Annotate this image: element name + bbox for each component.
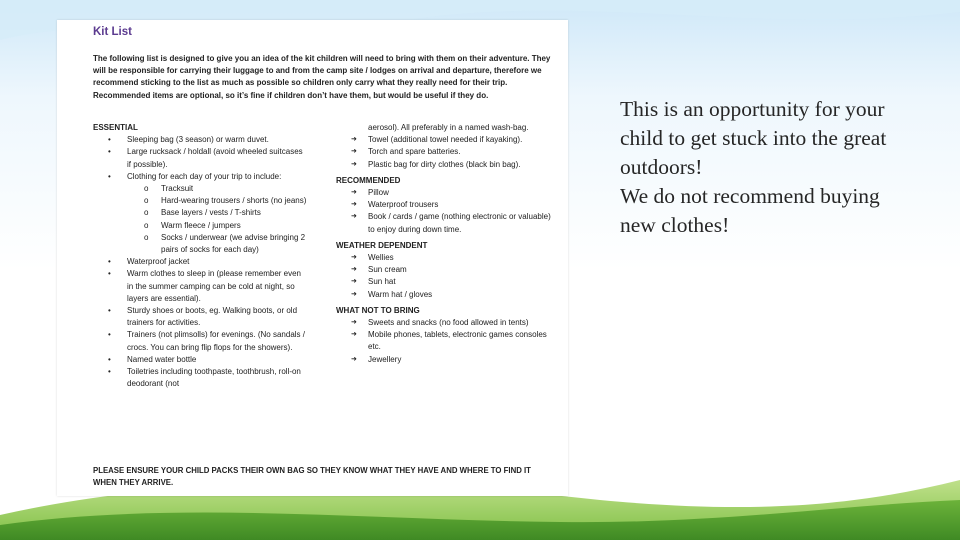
list-item: o Tracksuit [93,183,307,195]
list-item: ➜ Warm hat / gloves [336,289,552,301]
list-item: o Base layers / vests / T-shirts [93,207,307,219]
footer-note: PLEASE ENSURE YOUR CHILD PACKS THEIR OWN BAG SO THEY KNOW WHAT THEY HAVE AND WHERE TO FIND IT WHEN THEY ARRIVE. [93,466,531,487]
bullet-icon: • [108,257,111,267]
list-item: • Sleeping bag (3 season) or warm duvet. [93,134,307,146]
list-item: o Hard-wearing trousers / shorts (no jeans) [93,195,307,207]
weather-heading: WEATHER DEPENDENT [336,240,428,250]
list-item: • Large rucksack / holdall (avoid wheeled suitcases if possible). [108,147,303,169]
list-item: ➜ Sun hat [336,276,552,288]
arrow-bullet-icon: ➜ [351,189,357,197]
arrow-bullet-icon: ➜ [351,148,357,156]
arrow-bullet-icon: ➜ [351,319,357,327]
right-column [336,122,552,366]
arrow-bullet-icon: ➜ [351,355,357,363]
side-message-line: This is an opportunity for your child to get stuck into the great outdoors! [620,97,887,179]
kit-list-document [57,20,568,496]
bullet-icon: • [108,269,111,279]
weather-list [336,252,552,301]
bullet-icon: • [108,367,111,377]
list-item: ➜ Towel (additional towel needed if kayaking). [336,134,552,146]
sub-bullet-icon: o [144,196,149,206]
essential-continuation: aerosol). All preferably in a named wash-bag. [368,123,529,132]
side-message-line: We do not recommend buying new clothes! [620,184,880,237]
list-item: o Warm fleece / jumpers [93,220,307,232]
side-message [620,95,920,240]
bullet-icon: • [108,135,111,145]
list-item: ➜ Torch and spare batteries. [336,146,552,158]
list-item: • Waterproof jacket [93,256,307,268]
list-item: ➜ Plastic bag for dirty clothes (black bin bag). [336,159,552,171]
list-item: ➜ Mobile phones, tablets, electronic games consoles etc. [351,330,547,352]
not-bring-list [336,317,552,366]
arrow-bullet-icon: ➜ [351,160,357,168]
left-column [93,122,307,390]
list-item: ➜ Sweets and snacks (no food allowed in tents) [336,317,552,329]
recommended-heading: RECOMMENDED [336,175,401,185]
bullet-icon: • [108,147,111,157]
document-title: Kit List [93,26,132,38]
recommended-list [336,187,552,236]
arrow-bullet-icon: ➜ [351,266,357,274]
list-item: • Toiletries including toothpaste, toothbrush, roll-on deodorant (not [108,367,301,389]
bullet-icon: • [108,306,111,316]
list-item: • Warm clothes to sleep in (please remember even in the summer camping can be cold at night, so layers are essential). [108,269,301,303]
arrow-bullet-icon: ➜ [351,201,357,209]
list-item: • Sturdy shoes or boots, eg. Walking boots, or old trainers for activities. [108,306,298,328]
sub-bullet-icon: o [144,220,149,230]
arrow-bullet-icon: ➜ [351,254,357,262]
essential-list-continued [336,134,552,171]
list-item: ➜ Book / cards / game (nothing electronic or valuable) to enjoy during down time. [351,212,551,234]
arrow-bullet-icon: ➜ [351,331,357,339]
list-item: ➜ Pillow [336,187,552,199]
list-item: ➜ Sun cream [336,264,552,276]
list-item: ➜ Jewellery [336,354,552,366]
sub-bullet-icon: o [144,232,149,242]
sub-bullet-icon: o [144,208,149,218]
bullet-icon: • [108,171,111,181]
not-bring-heading: WHAT NOT TO BRING [336,305,420,315]
list-item: • Clothing for each day of your trip to include: [93,171,307,183]
list-item: o Socks / underwear (we advise bringing 2 pairs of socks for each day) [144,232,306,255]
arrow-bullet-icon: ➜ [351,290,357,298]
list-item: ➜ Wellies [336,252,552,264]
sub-bullet-icon: o [144,184,149,194]
list-item: • Named water bottle [93,354,307,366]
bullet-icon: • [108,330,111,340]
arrow-bullet-icon: ➜ [351,278,357,286]
arrow-bullet-icon: ➜ [351,213,357,221]
bullet-icon: • [108,354,111,364]
arrow-bullet-icon: ➜ [351,136,357,144]
essential-list [93,134,307,390]
list-item: • Trainers (not plimsolls) for evenings. (No sandals / crocs. You can bring flip flops for the showers). [108,330,305,352]
list-item: ➜ Waterproof trousers [336,199,552,211]
intro-paragraph: The following list is designed to give you an idea of the kit children will need to bring with them on their adventure. They will be responsible for carrying their luggage to and from the camp site / lodges on arrival and departure, therefore we recommend sticking to the list as much as possible so children only carry what they really need for their trip. Recommended items are optional, so it’s fine if children don’t have them, but would be useful if they do. [93,54,551,100]
essential-heading: ESSENTIAL [93,123,138,132]
